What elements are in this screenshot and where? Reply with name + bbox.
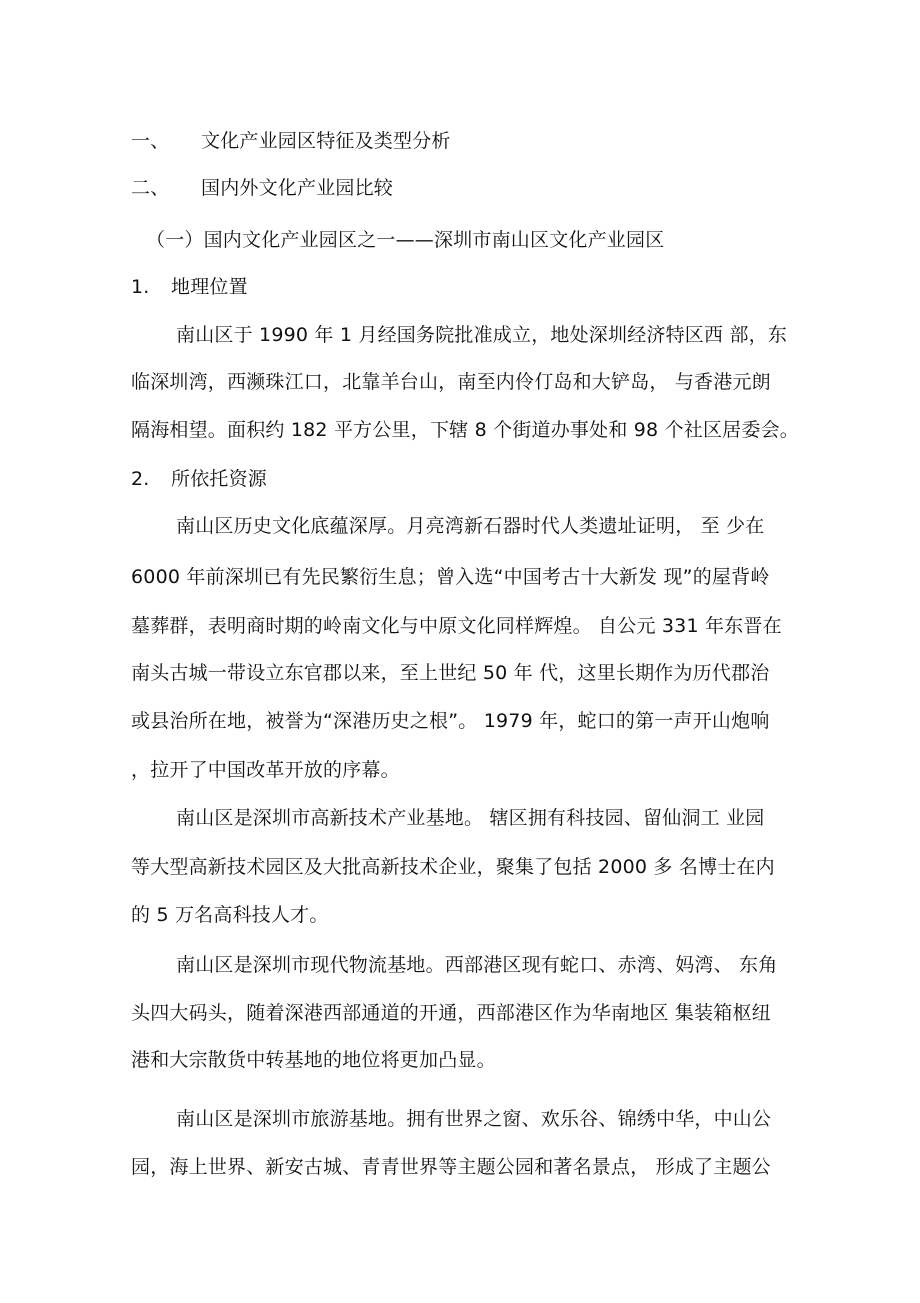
section-2-number: 2. — [131, 468, 150, 490]
paragraph-2-line: 6000 年前深圳已有先民繁衍生息；曾入选“中国考古十大新发 现”的屋背岭 — [131, 566, 770, 588]
paragraph-2-line: 墓葬群，表明商时期的岭南文化与中原文化同样辉煌。 自公元 331 年东晋在 — [131, 615, 782, 637]
section-1-number: 1. — [131, 276, 150, 298]
paragraph-4-line: 港和大宗散货中转基地的地位将更加凸显。 — [131, 1049, 496, 1071]
heading-2-text: 国内外文化产业园比较 — [201, 177, 394, 199]
section-2-title: 所依托资源 — [171, 468, 268, 490]
paragraph-1-line: 南山区于 1990 年 1 月经国务院批准成立，地处深圳经济特区西 部，东 — [176, 324, 788, 346]
heading-1-number: 一、 — [131, 130, 170, 152]
paragraph-1-line: 临深圳湾，西濒珠江口，北靠羊台山，南至内伶仃岛和大铲岛， 与香港元朗 — [131, 371, 771, 393]
heading-2-number: 二、 — [131, 177, 170, 199]
section-1 — [131, 275, 248, 299]
section-1-title: 地理位置 — [171, 276, 248, 298]
paragraph-3-line: 南山区是深圳市高新技术产业基地。 辖区拥有科技园、留仙洞工 业园 — [176, 807, 765, 829]
heading-1 — [131, 129, 451, 153]
paragraph-4-line: 南山区是深圳市现代物流基地。西部港区现有蛇口、赤湾、妈湾、 东角 — [176, 954, 778, 976]
subheading-1: （一）国内文化产业园区之一——深圳市南山区文化产业园区 — [146, 229, 665, 251]
paragraph-3-line: 等大型高新技术园区及大批高新技术企业，聚集了包括 2000 多 名博士在内 — [131, 856, 775, 878]
paragraph-2-line: ，拉开了中国改革开放的序幕。 — [131, 759, 400, 781]
heading-2 — [131, 176, 393, 200]
paragraph-5-line: 南山区是深圳市旅游基地。拥有世界之窗、欢乐谷、锦绣中华，中山公 — [176, 1108, 772, 1130]
paragraph-2-line: 或县治所在地，被誉为“深港历史之根”。 1979 年，蛇口的第一声开山炮响 — [131, 710, 770, 732]
paragraph-3-line: 的 5 万名高科技人才。 — [131, 904, 329, 926]
paragraph-1-line: 隔海相望。面积约 182 平方公里，下辖 8 个街道办事处和 98 个社区居委会。 — [131, 419, 799, 441]
paragraph-2-line: 南头古城一带设立东官郡以来，至上世纪 50 年 代，这里长期作为历代郡治 — [131, 662, 770, 684]
paragraph-5-line: 园，海上世界、新安古城、青青世界等主题公园和著名景点， 形成了主题公 — [131, 1156, 771, 1178]
paragraph-4-line: 头四大码头，随着深港西部通道的开通，西部港区作为华南地区 集装箱枢纽 — [131, 1002, 771, 1024]
heading-1-text: 文化产业园区特征及类型分析 — [201, 130, 451, 152]
paragraph-2-line: 南山区历史文化底蕴深厚。月亮湾新石器时代人类遗址证明， 至 少在 — [176, 515, 765, 537]
section-2 — [131, 467, 267, 491]
